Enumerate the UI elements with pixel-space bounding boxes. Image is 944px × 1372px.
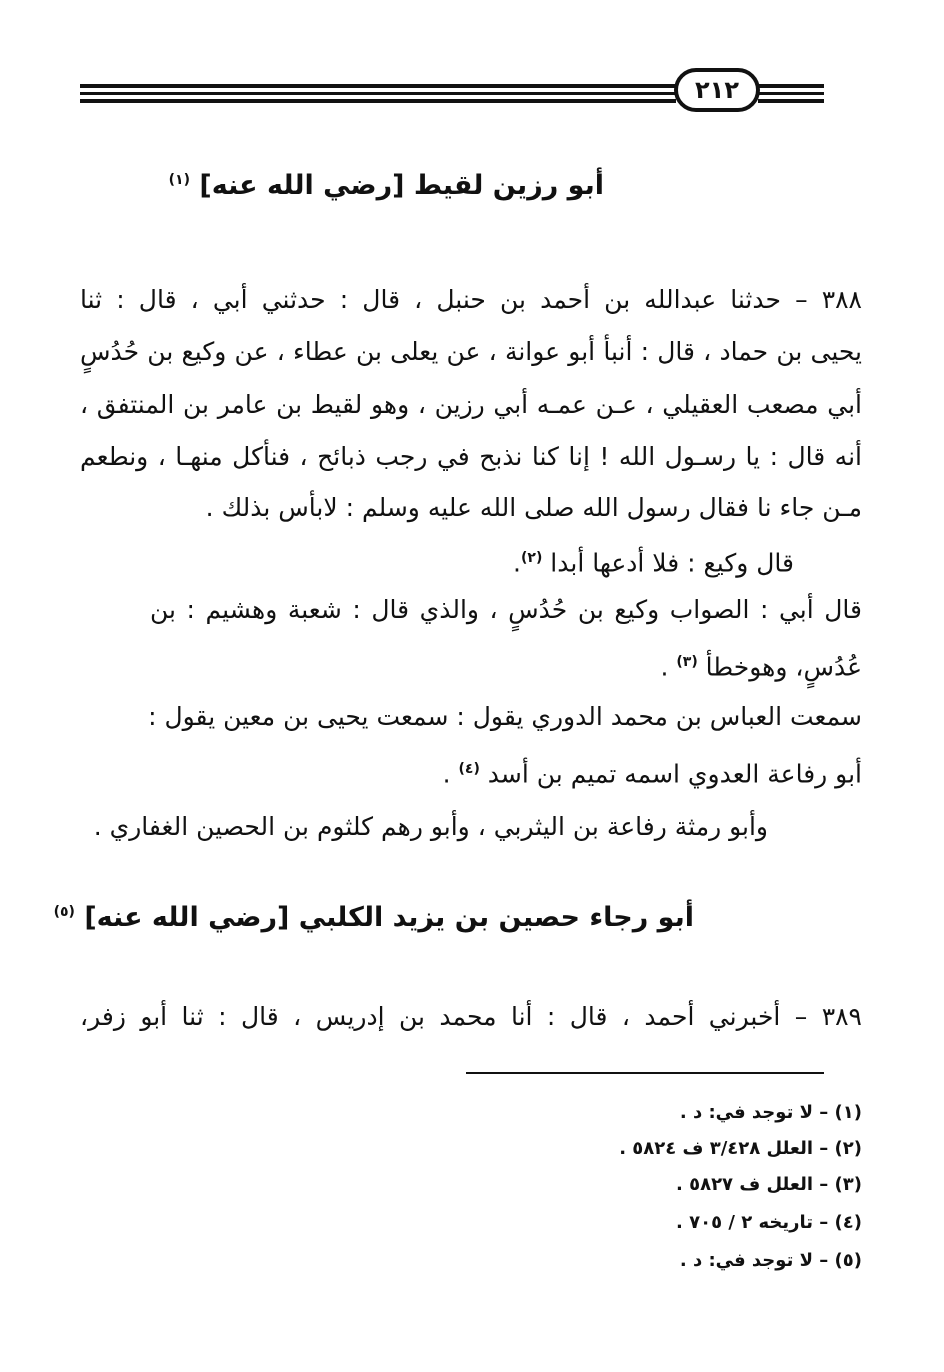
body-line: وأبو رمثة رفاعة بن اليثربي ، وأبو رهم كلثوم بن الحصين الغفاري . [93, 812, 768, 841]
page-number: ٢١٢ [674, 68, 760, 112]
body-line: مـن جاء نا فقال رسول الله صلى الله عليه وسلم : لابأس بذلك . [205, 493, 862, 522]
footnote-ref: (٣) [676, 654, 698, 670]
section-heading-text: أبو رجاء حصين بن يزيد الكلبي [رضي الله عنه] [84, 902, 694, 933]
footnote-ref: (٤) [458, 761, 480, 777]
header-rule [758, 99, 824, 103]
header-rule [758, 92, 824, 95]
body-line: عُدُسٍ، وهوخطأ $^{(٣)}$ . [660, 652, 862, 682]
section-heading-text: أبو رزين لقيط [رضي الله عنه] [199, 170, 604, 201]
body-line: أبي مصعب العقيلي ، عـن عمـه أبي رزين ، وهو لقيط بن عامر بن المنتفق ، [80, 390, 862, 419]
footnote: (٢) – العلل ٣/٤٢٨ ف ٥٨٢٤ . [619, 1138, 862, 1159]
footnote-divider [466, 1072, 824, 1074]
body-line: سمعت العباس بن محمد الدوري يقول : سمعت يحيى بن معين يقول : [148, 702, 862, 731]
section-heading [169, 170, 604, 201]
section-heading [54, 902, 694, 933]
body-line: يحيى بن حماد ، قال : أنبأ أبو عوانة ، عن يعلى بن عطاء ، عن وكيع بن حُدُسٍ [80, 337, 862, 366]
footnote: (٤) – تاريخه ٢ / ٧٠٥ . [676, 1212, 862, 1233]
body-line: أنه قال : يا رسـول الله ! إنا كنا نذبح في رجب ذبائح ، فنأكل منهـا ، ونطعم [80, 442, 862, 471]
body-line: قال أبي : الصواب وكيع بن حُدُسٍ ، والذي قال : شعبة وهشيم : بن [150, 595, 862, 624]
footnote-ref: (٢) [520, 550, 543, 566]
body-line: أبو رفاعة العدوي اسمه تميم بن أسد $^{(٤)}$ . [442, 759, 862, 789]
footnote-ref: (١) [168, 172, 190, 188]
footnote: (٥) – لا توجد في: د . [679, 1250, 862, 1271]
header-rule [758, 84, 824, 88]
body-line: قال وكيع : فلا أدعها أبدا $^{(٢)}$. [513, 548, 794, 578]
header-rule [80, 99, 676, 103]
body-line: ٣٨٩ – أخبرني أحمد ، قال : أنا محمد بن إدريس ، قال : ثنا أبو زفر، [80, 1002, 862, 1031]
header-rule [80, 84, 676, 88]
footnote-ref: (٥) [53, 904, 75, 920]
body-line: ٣٨٨ – حدثنا عبدالله بن أحمد بن حنبل ، قال : حدثني أبي ، قال : ثنا [80, 285, 862, 314]
header-rule [80, 92, 676, 95]
footnote: (١) – لا توجد في: د . [679, 1102, 862, 1123]
footnote: (٣) – العلل ف ٥٨٢٧ . [675, 1174, 862, 1195]
